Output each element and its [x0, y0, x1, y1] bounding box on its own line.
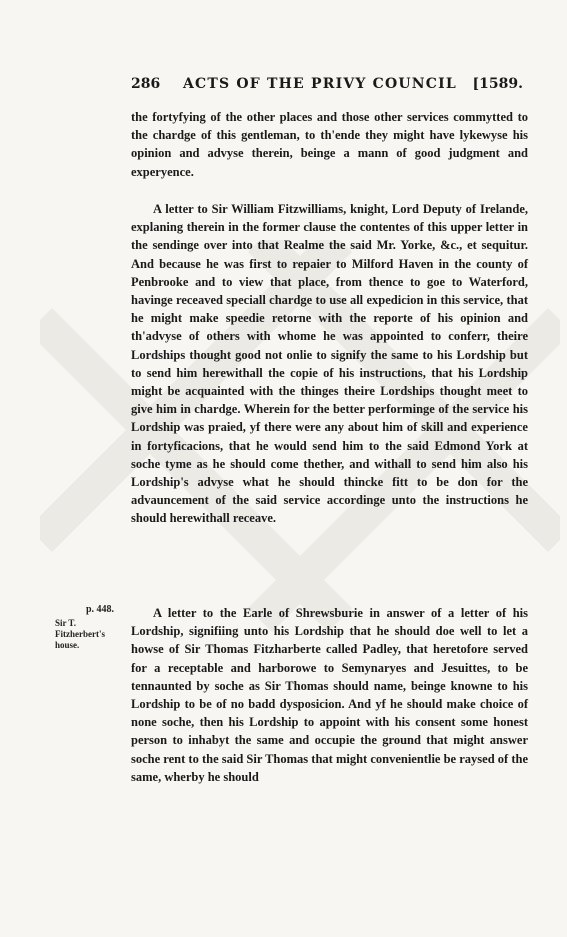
page-number: 286 [131, 76, 161, 92]
paragraph-continuation: the fortyfying of the other places and those other services commytted to the chardge of this gentleman, to th'ende they might have lykewyse his opinion and advyse therein, beinge a mann of good judgment and experyence. [131, 110, 528, 179]
running-year: [1589. [472, 76, 523, 92]
running-head [131, 76, 523, 96]
margin-page-reference: p. 448. [86, 604, 115, 615]
running-title: ACTS OF THE PRIVY COUNCIL [183, 76, 457, 92]
paragraph-fitzwilliams-letter: A letter to Sir William Fitzwilliams, knight, Lord Deputy of Irelande, explaning therein in the former clause the contentes of this upper letter in the sendinge over into that Realme the said Mr. Yorke, &c., et sequitur. And because he was first to repaier to Milford Haven in the county of Penbrooke and to view that place, from thence to goe to Waterford, havinge receaved speciall chardge to use all expedicion in this service, that he might make speedie retorne with the reporte of his opinion and th'advyse of others with whome he was appointed to conferr, theire Lordships thought good not onlie to signify the same to his Lordship but to send him herewithall the copie of his instructions, that his Lordship might be acquainted with the thinges theire Lordships thought meet to give him in chardge. Wherein for the better performinge of the service his Lordship was praied, yf there were any about him of skill and experience in fortyficacions, that he would send him to the said Edmond York at soche tyme as he should come thether, and withall to send him also his Lordship's advyse what he should thincke fitt to be don for the advauncement of the said service accordinge unto the instructions he should herewithall receave. [131, 202, 528, 526]
paragraph-shrewsburie-letter: A letter to the Earle of Shrewsburie in answer of a letter of his Lordship, signifiing unto his Lordship that he should doe well to let a howse of Sir Thomas Fitzharberte called Padley, that heretofore served for a receptable and harborowe to Semynaryes and Jesuittes, to be tennaunted by soche as Sir Thomas should name, beinge knowne to his Lordship to be of no badd dysposicion. And yf he should make choice of none soche, then his Lordship to appoint with his consent some honest person to inhabyt the same and occupie the ground that might answer soche rent to the said Sir Thomas that might convenientlie be raysed of the same, wherby he should [131, 606, 528, 784]
margin-subject-note: Sir T. Fitzherbert's house. [55, 618, 105, 650]
